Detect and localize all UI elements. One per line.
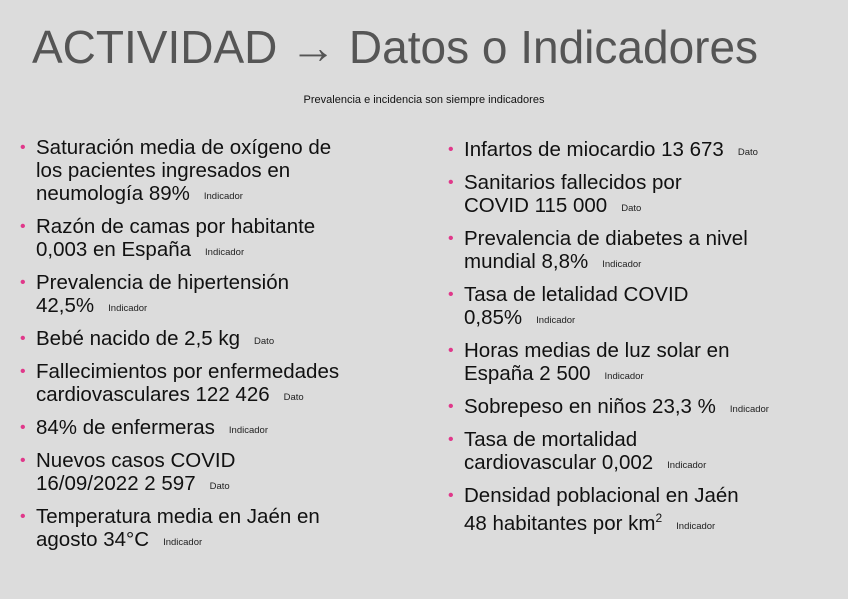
classification-tag: Indicador [108,303,148,314]
item-text: Horas medias de luz solar en [464,339,730,362]
bullet-icon: • [20,330,26,347]
item-text: España 2 500 [464,362,591,385]
list-item [446,339,848,389]
bullet-icon: • [448,286,454,303]
bullet-icon: • [20,419,26,436]
list-item [18,327,428,354]
bullet-icon: • [20,452,26,469]
classification-tag: Indicador [163,537,203,548]
list-item [446,428,848,478]
item-line [36,360,428,383]
list-item [446,484,848,539]
item-text: 84% de enfermeras [36,416,215,439]
item-text: Sobrepeso en niños 23,3 % [464,395,716,418]
classification-tag: Indicador [602,259,642,270]
item-text: 16/09/2022 2 597 [36,472,196,495]
bullet-icon: • [448,398,454,415]
item-line [464,250,848,277]
item-line [36,528,428,555]
item-line [464,227,848,250]
right-list [446,138,848,539]
list-item [18,215,428,265]
item-text: Densidad poblacional en Jaén [464,484,739,507]
classification-tag: Indicador [667,460,707,471]
bullet-icon: • [20,508,26,525]
item-line [464,283,848,306]
item-text: Tasa de letalidad COVID [464,283,689,306]
classification-tag: Dato [737,147,758,158]
classification-tag: Indicador [203,191,243,202]
item-text: Infartos de miocardio 13 673 [464,138,724,161]
bullet-icon: • [448,487,454,504]
classification-tag: Indicador [676,520,716,532]
list-item [18,360,428,410]
item-line [464,339,848,362]
list-item [18,505,428,555]
item-line [36,472,428,499]
classification-tag: Indicador [228,425,268,436]
item-line [464,451,848,478]
bullet-icon: • [448,342,454,359]
item-text: neumología 89% [36,182,190,205]
bullet-icon: • [448,174,454,191]
bullet-icon: • [20,218,26,235]
classification-tag: Dato [254,336,275,347]
item-text: cardiovascular 0,002 [464,451,654,474]
item-line [36,505,428,528]
item-line [36,383,428,410]
bullet-icon: • [20,274,26,291]
item-text: 42,5% [36,294,95,317]
classification-tag: Indicador [604,371,644,382]
item-text: los pacientes ingresados en [36,159,291,182]
item-line [464,395,848,422]
item-text: Bebé nacido de 2,5 kg [36,327,241,350]
item-text: 0,85% [464,306,523,329]
item-text: 48 habitantes por km [464,511,656,535]
page-subtitle: Prevalencia e incidencia son siempre indicadores [303,94,545,106]
list-item [446,138,848,165]
classification-tag: Dato [283,392,304,403]
item-text: Prevalencia de diabetes a nivel [464,227,748,250]
item-superscript: 2 [655,511,663,525]
classification-tag: Indicador [729,404,769,415]
list-item [446,283,848,333]
bullet-icon: • [20,139,26,156]
left-list [18,136,428,555]
bullet-icon: • [448,431,454,448]
classification-tag: Dato [621,203,642,214]
classification-tag: Dato [209,481,230,492]
list-item [446,395,848,422]
item-line [36,416,428,443]
item-line [464,484,848,507]
list-item [18,416,428,443]
list-item [18,136,428,209]
item-line [36,327,428,354]
item-text: agosto 34°C [36,528,150,551]
item-line [464,428,848,451]
item-text: Razón de camas por habitante [36,215,316,238]
item-line [464,362,848,389]
item-line [36,238,428,265]
item-line [36,271,428,294]
list-item [18,271,428,321]
item-text: Temperatura media en Jaén en [36,505,320,528]
classification-tag: Indicador [536,315,576,326]
item-text: Tasa de mortalidad [464,428,638,451]
item-line [36,136,428,159]
item-line [36,294,428,321]
item-line [464,194,848,221]
item-text: COVID 115 000 [464,194,608,217]
item-line [464,138,848,165]
item-text: Sanitarios fallecidos por [464,171,682,194]
item-text: Prevalencia de hipertensión [36,271,289,294]
list-item [446,227,848,277]
item-line [464,171,848,194]
item-line [464,306,848,333]
item-text: Saturación media de oxígeno de [36,136,332,159]
list-item [446,171,848,221]
item-line [36,182,428,209]
item-text: Nuevos casos COVID [36,449,236,472]
classification-tag: Indicador [205,247,245,258]
bullet-icon: • [20,363,26,380]
bullet-icon: • [448,230,454,247]
item-text: cardiovasculares 122 426 [36,383,270,406]
item-line [464,507,848,539]
item-line [36,449,428,472]
item-text: Fallecimientos por enfermedades [36,360,340,383]
item-text: 0,003 en España [36,238,192,261]
page-title: ACTIVIDAD → Datos o Indicadores [32,21,759,73]
item-line [36,215,428,238]
list-item [18,449,428,499]
item-line [36,159,428,182]
item-text: mundial 8,8% [464,250,589,273]
bullet-icon: • [448,141,454,158]
